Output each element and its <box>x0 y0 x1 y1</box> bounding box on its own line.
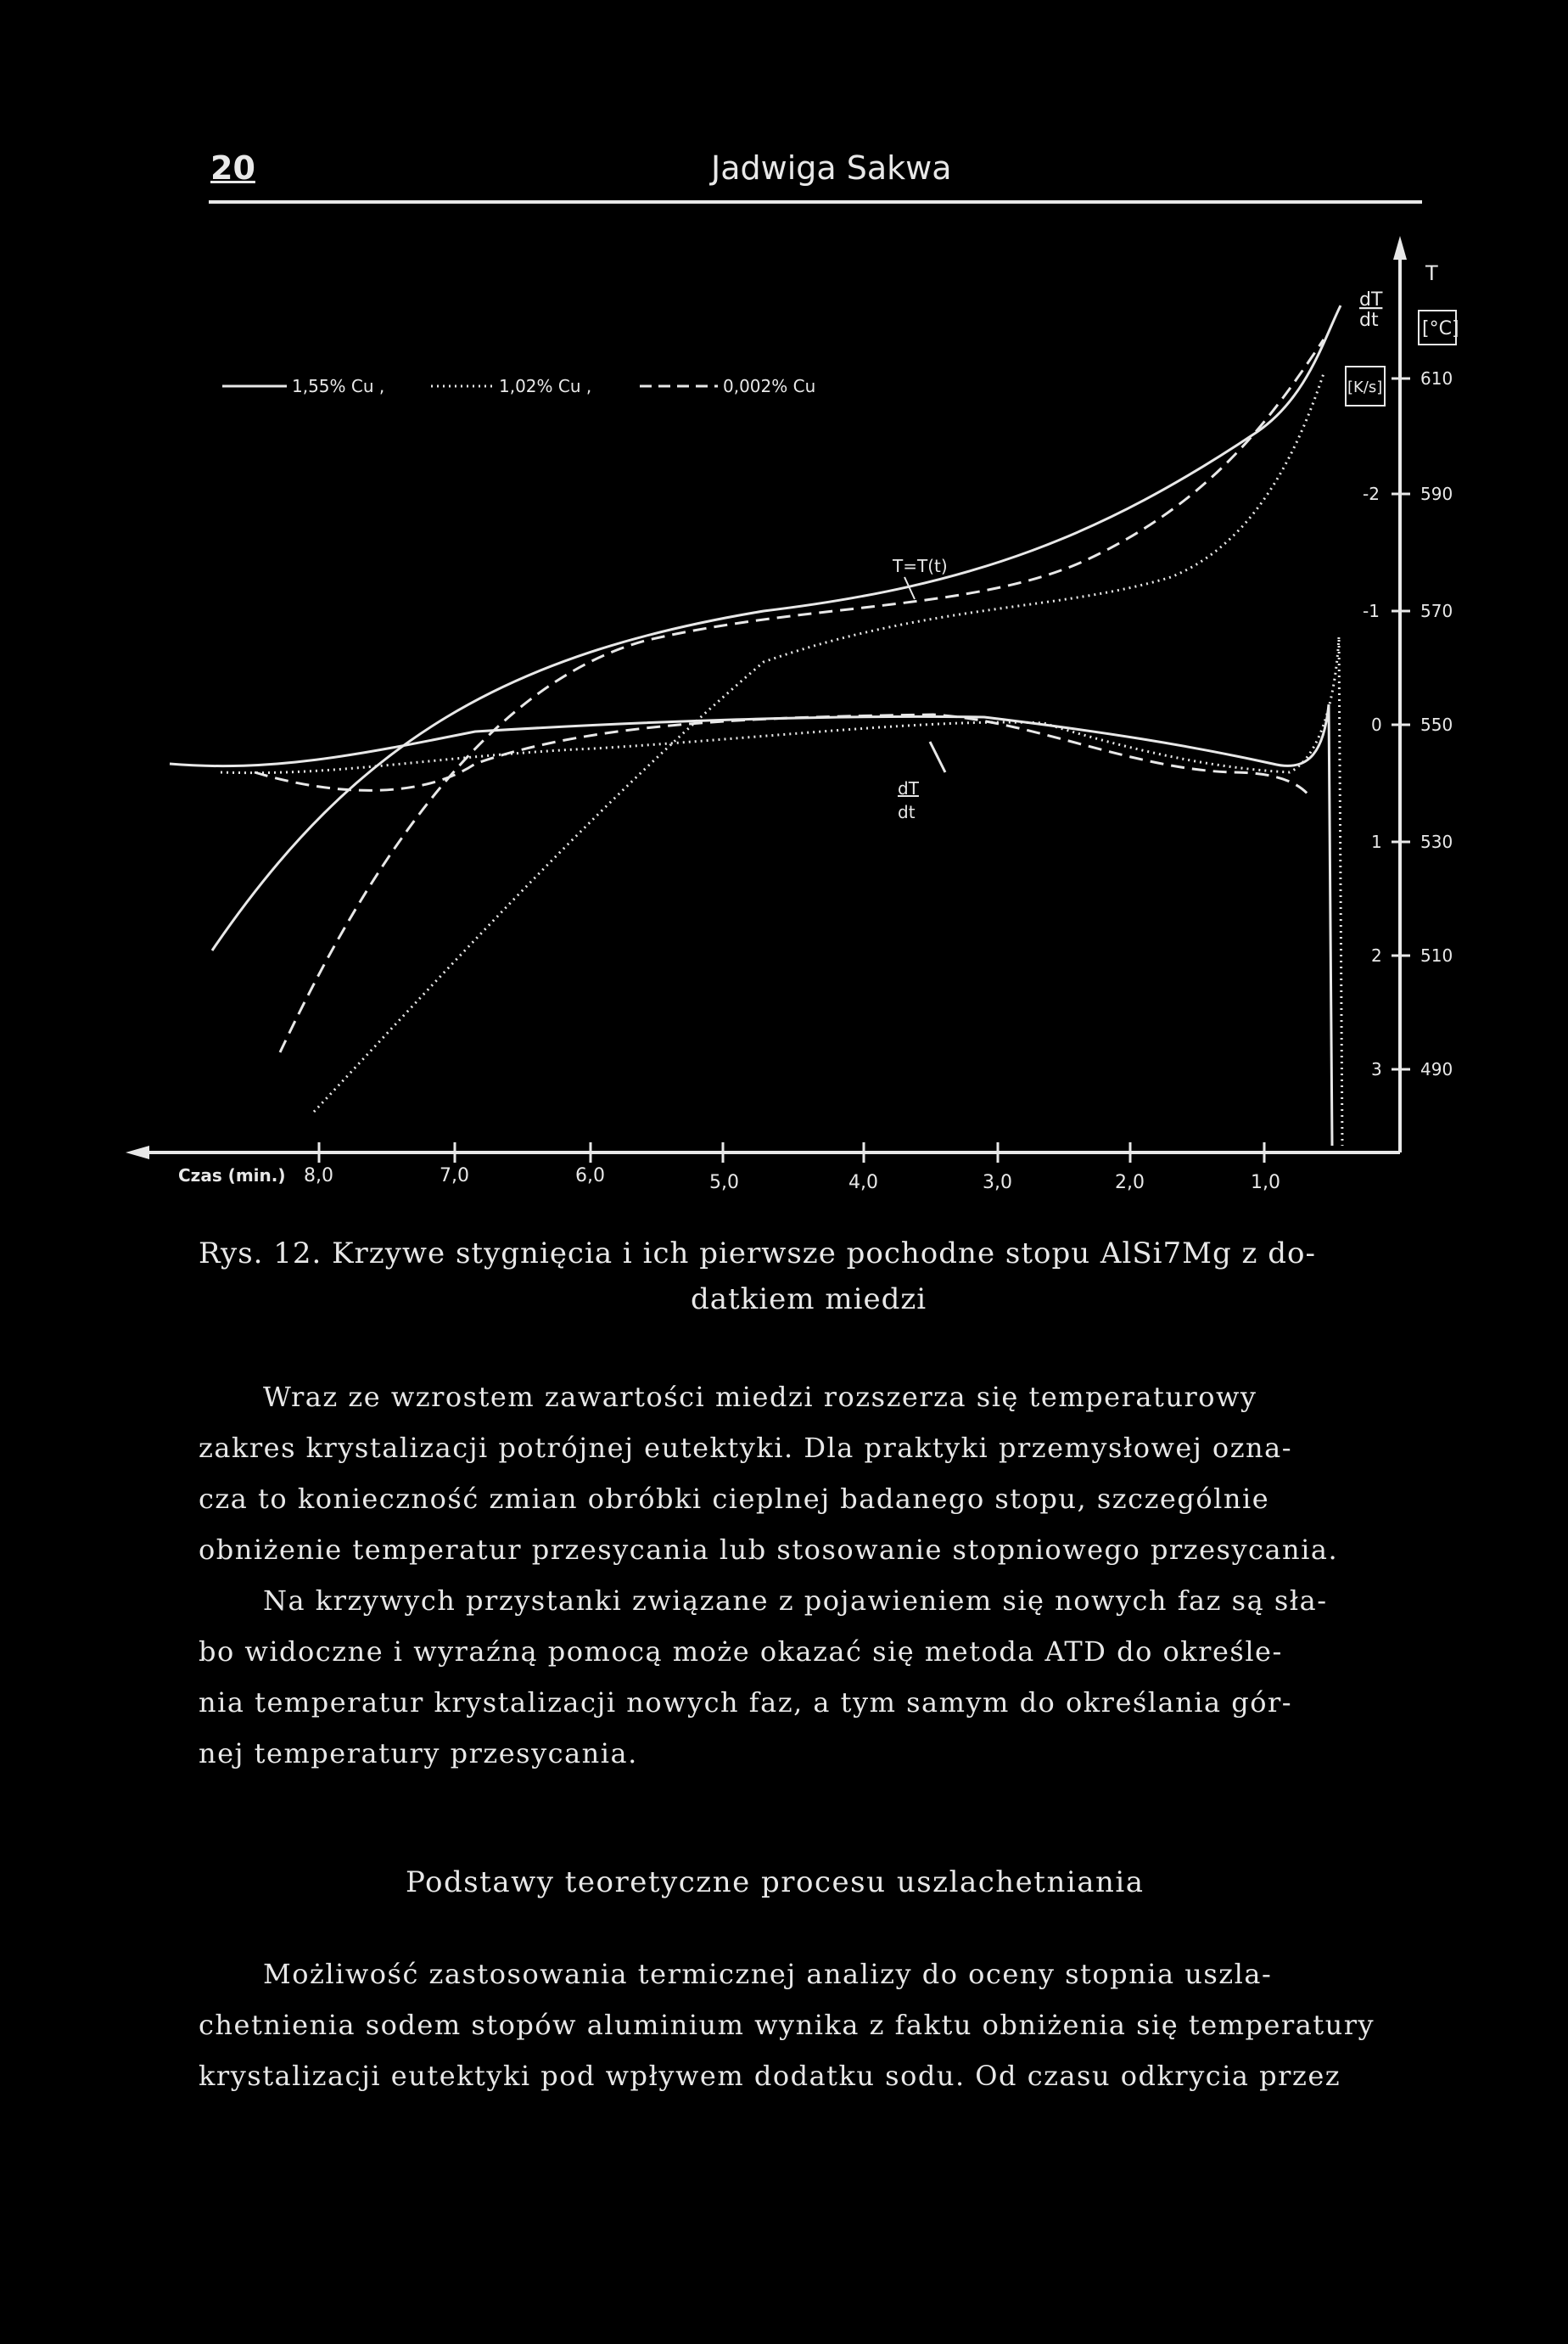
cooling-curves-figure <box>0 212 1568 1214</box>
annotation-derivative-den: dt <box>898 802 916 822</box>
paragraph-line: Możliwość zastosowania termicznej analizy do oceny stopnia uszla- <box>263 1958 1273 1990</box>
y-left-tick-label: -1 <box>1363 601 1380 621</box>
x-tick-label: 3,0 <box>983 1172 1012 1193</box>
y-right-tick-label: 530 <box>1420 832 1453 852</box>
page-number: 20 <box>210 149 255 187</box>
paragraph-line: nia temperatur krystalizacji nowych faz, a tym samym do określania gór- <box>199 1686 1293 1719</box>
annotation-cooling-curve: T=T(t) <box>893 556 948 576</box>
legend-dashed-label: 0,002% Cu <box>723 376 816 396</box>
y-left-axis-title-num: dT <box>1359 289 1383 311</box>
caption-line: datkiem miedzi <box>691 1282 927 1316</box>
y-right-axis-unit: [°C] <box>1422 318 1459 339</box>
x-tick-label: 6,0 <box>575 1165 605 1186</box>
derivative-curve-dotted <box>221 636 1342 1146</box>
cooling-curve-solid <box>212 306 1341 950</box>
x-axis-label: Czas (min.) <box>178 1165 286 1186</box>
paragraph-line: nej temperatury przesycania. <box>199 1737 638 1769</box>
y-left-tick-label: -2 <box>1363 484 1380 504</box>
y-left-axis-title-den: dt <box>1359 310 1379 331</box>
legend <box>222 376 815 396</box>
y-left-tick-label: 3 <box>1371 1059 1382 1079</box>
x-tick-label: 1,0 <box>1251 1172 1280 1193</box>
x-tick-label: 2,0 <box>1115 1172 1145 1193</box>
y-right-tick-label: 510 <box>1420 945 1453 966</box>
paragraph-line: obniżenie temperatur przesycania lub stosowanie stopniowego przesycania. <box>199 1534 1339 1566</box>
header-rule <box>209 200 1422 204</box>
figure-caption <box>199 1231 1471 1322</box>
paragraph-line: zakres krystalizacji potrójnej eutektyki. Dla praktyki przemysłowej ozna- <box>199 1432 1293 1464</box>
paragraph-line: cza to konieczność zmian obróbki cieplnej badanego stopu, szczególnie <box>199 1483 1270 1515</box>
y-right-tick-label: 610 <box>1420 368 1453 389</box>
y-axis-arrow <box>1393 236 1407 260</box>
paragraph-line: Na krzywych przystanki związane z pojawieniem się nowych faz są sła- <box>263 1584 1328 1617</box>
caption-line: Rys. 12. Krzywe stygnięcia i ich pierwsze pochodne stopu AlSi7Mg z do- <box>199 1236 1316 1270</box>
paragraph-line: bo widoczne i wyraźną pomocą może okazać się metoda ATD do określe- <box>199 1635 1283 1668</box>
y-right-tick-label: 490 <box>1420 1059 1453 1079</box>
section-title: Podstawy teoretyczne procesu uszlachetniania <box>406 1865 1145 1899</box>
y-right-tick-label: 590 <box>1420 484 1453 504</box>
paragraph-copper-content <box>199 1371 1429 1779</box>
derivative-curve-dashed <box>255 715 1311 798</box>
derivative-curve-solid <box>170 704 1332 1146</box>
annotation-derivative-num: dT <box>898 778 919 799</box>
y-left-tick-label: 2 <box>1371 945 1382 966</box>
paragraph-modification <box>199 1949 1429 2101</box>
y-left-axis-unit: [K/s] <box>1347 379 1383 396</box>
x-tick-label: 4,0 <box>848 1172 878 1193</box>
y-left-tick-label: 1 <box>1371 832 1382 852</box>
paragraph-line: Wraz ze wzrostem zawartości miedzi rozszerza się temperaturowy <box>263 1381 1257 1413</box>
annotation-pointer <box>930 742 945 772</box>
y-left-tick-label: 0 <box>1371 715 1382 735</box>
x-tick-label: 7,0 <box>440 1165 469 1186</box>
y-right-tick-label: 550 <box>1420 715 1453 735</box>
x-axis-arrow <box>126 1146 149 1159</box>
x-tick-label: 8,0 <box>304 1165 333 1186</box>
running-header-author: Jadwiga Sakwa <box>711 149 952 187</box>
paragraph-line: chetnienia sodem stopów aluminium wynika z faktu obniżenia się temperatury <box>199 2009 1375 2041</box>
y-right-tick-label: 570 <box>1420 601 1453 621</box>
legend-solid-label: 1,55% Cu , <box>292 376 385 396</box>
x-tick-label: 5,0 <box>709 1172 739 1193</box>
y-right-axis-title: T <box>1425 261 1438 285</box>
paragraph-line: krystalizacji eutektyki pod wpływem dodatku sodu. Od czasu odkrycia przez <box>199 2060 1341 2092</box>
legend-dotted-label: 1,02% Cu , <box>499 376 592 396</box>
cooling-curve-dashed <box>280 339 1324 1052</box>
